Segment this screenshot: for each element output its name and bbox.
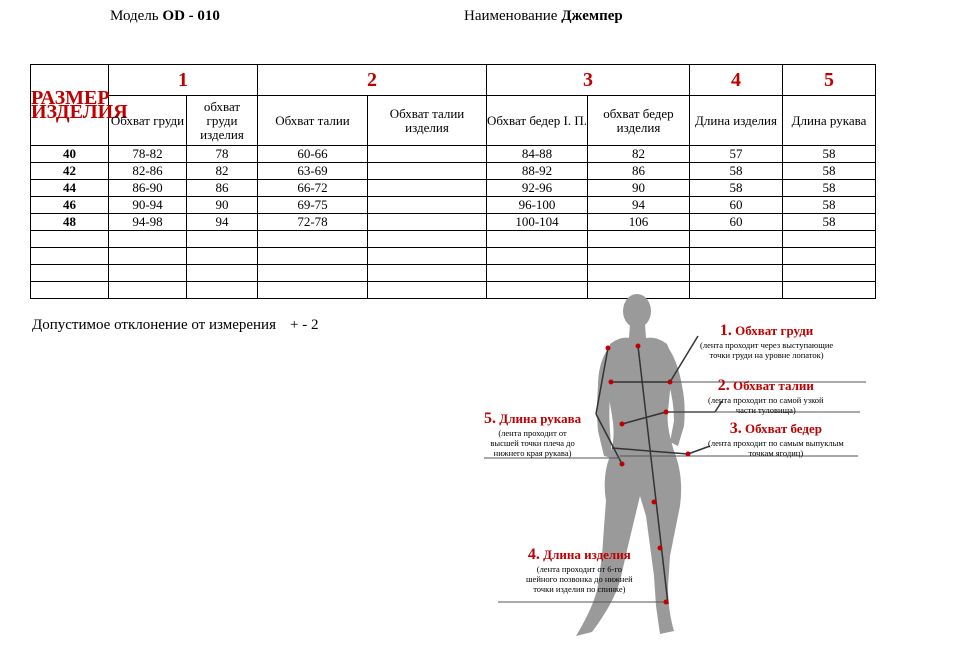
table-cell xyxy=(187,282,258,299)
measure-num: 5. xyxy=(484,410,496,427)
table-cell xyxy=(368,197,487,214)
size-table xyxy=(30,64,876,299)
table-cell: 57 xyxy=(690,146,783,163)
table-cell: 94-98 xyxy=(109,214,187,231)
table-cell: 84-88 xyxy=(487,146,588,163)
name-value: Джемпер xyxy=(561,8,623,24)
table-cell: 106 xyxy=(588,214,690,231)
measure-num: 4. xyxy=(527,546,540,563)
table-cell: 66-72 xyxy=(258,180,368,197)
table-row xyxy=(31,214,876,231)
measure-title: Длина рукава xyxy=(499,411,582,426)
table-cell: 58 xyxy=(690,180,783,197)
measure-desc: (лента проходит от xyxy=(498,428,567,438)
size-cell: 40 xyxy=(31,146,109,163)
table-cell xyxy=(690,248,783,265)
table-cell: 58 xyxy=(783,197,876,214)
table-row xyxy=(31,265,876,282)
table-cell xyxy=(487,265,588,282)
size-cell: 48 xyxy=(31,214,109,231)
table-cell: 88-92 xyxy=(487,163,588,180)
tolerance-label: Допустимое отклонение от измерения xyxy=(32,317,276,333)
measure-label-chest xyxy=(700,322,833,360)
table-cell xyxy=(690,265,783,282)
table-cell xyxy=(258,282,368,299)
group-number-3: 3 xyxy=(487,65,690,96)
size-cell xyxy=(31,265,109,282)
table-cell xyxy=(187,265,258,282)
measure-title: Длина изделия xyxy=(543,547,631,562)
table-row xyxy=(31,197,876,214)
table-cell: 90 xyxy=(588,180,690,197)
measure-label-sleeve xyxy=(484,410,581,458)
table-row xyxy=(31,180,876,197)
measure-desc: точки изделия по спинке) xyxy=(533,584,626,594)
table-cell xyxy=(487,231,588,248)
table-cell xyxy=(109,265,187,282)
col-sleeve: Длина рукава xyxy=(783,96,876,146)
table-cell xyxy=(258,248,368,265)
table-row xyxy=(31,248,876,265)
group-number-5: 5 xyxy=(783,65,876,96)
table-cell xyxy=(109,231,187,248)
measure-desc: точки груди на уровне лопаток) xyxy=(709,350,824,360)
size-cell xyxy=(31,231,109,248)
table-cell xyxy=(258,265,368,282)
measure-desc: части туловища) xyxy=(735,405,796,415)
table-cell: 63-69 xyxy=(258,163,368,180)
group-number-1: 1 xyxy=(109,65,258,96)
measure-label-waist xyxy=(708,377,824,415)
name-label: Наименование xyxy=(464,8,558,24)
table-cell: 78-82 xyxy=(109,146,187,163)
table-cell: 90 xyxy=(187,197,258,214)
table-cell xyxy=(187,248,258,265)
size-cell: 42 xyxy=(31,163,109,180)
table-cell xyxy=(368,214,487,231)
table-row xyxy=(31,146,876,163)
table-cell xyxy=(487,248,588,265)
size-cell xyxy=(31,248,109,265)
measure-title: Обхват груди xyxy=(735,323,814,338)
size-cell xyxy=(31,282,109,299)
table-cell: 58 xyxy=(690,163,783,180)
table-cell: 82 xyxy=(187,163,258,180)
name-header xyxy=(464,8,623,25)
table-cell: 90-94 xyxy=(109,197,187,214)
table-cell xyxy=(783,231,876,248)
table-cell: 92-96 xyxy=(487,180,588,197)
table-cell: 60-66 xyxy=(258,146,368,163)
table-cell xyxy=(258,231,368,248)
table-cell: 58 xyxy=(783,214,876,231)
table-cell xyxy=(368,265,487,282)
measure-desc: (лента проходит через выступающие xyxy=(700,340,834,350)
measure-desc: (лента проходит по самым выпуклым xyxy=(708,438,844,448)
group-number-2: 2 xyxy=(258,65,487,96)
table-cell xyxy=(368,146,487,163)
size-cell: 44 xyxy=(31,180,109,197)
table-cell xyxy=(690,231,783,248)
model-label: Модель xyxy=(110,8,159,24)
table-cell xyxy=(368,282,487,299)
table-cell: 58 xyxy=(783,146,876,163)
col-waist: Обхват талии xyxy=(258,96,368,146)
measure-title: Обхват бедер xyxy=(745,421,822,436)
model-header xyxy=(110,8,220,25)
table-cell xyxy=(588,265,690,282)
tolerance-note xyxy=(32,317,318,334)
col-hips-garment: обхват бедер изделия xyxy=(588,96,690,146)
table-cell xyxy=(368,163,487,180)
size-cell: 46 xyxy=(31,197,109,214)
table-cell: 58 xyxy=(783,163,876,180)
table-cell: 100-104 xyxy=(487,214,588,231)
table-cell xyxy=(783,248,876,265)
measure-label-hips xyxy=(708,420,844,458)
table-cell: 82-86 xyxy=(109,163,187,180)
table-cell xyxy=(588,231,690,248)
table-cell xyxy=(368,231,487,248)
table-cell xyxy=(783,265,876,282)
model-value: OD - 010 xyxy=(162,8,220,24)
measure-desc: шейного позвонка до нижней xyxy=(526,574,633,584)
table-cell: 96-100 xyxy=(487,197,588,214)
col-chest: Обхват груди xyxy=(109,96,187,146)
table-cell xyxy=(368,180,487,197)
measure-title: Обхват талии xyxy=(732,378,814,393)
tolerance-value: + - 2 xyxy=(289,317,319,333)
table-cell: 94 xyxy=(187,214,258,231)
measure-label-length xyxy=(526,546,633,594)
table-cell: 86 xyxy=(588,163,690,180)
measure-desc: высшей точки плеча до xyxy=(490,438,575,448)
table-row xyxy=(31,163,876,180)
table-cell: 60 xyxy=(690,214,783,231)
table-cell: 60 xyxy=(690,197,783,214)
measure-num: 3. xyxy=(729,420,742,437)
table-cell: 69-75 xyxy=(258,197,368,214)
col-length: Длина изделия xyxy=(690,96,783,146)
table-cell: 86 xyxy=(187,180,258,197)
measure-num: 1. xyxy=(719,322,732,339)
table-cell: 86-90 xyxy=(109,180,187,197)
table-cell: 78 xyxy=(187,146,258,163)
table-cell xyxy=(588,248,690,265)
table-cell: 58 xyxy=(783,180,876,197)
table-cell xyxy=(109,248,187,265)
table-cell: 94 xyxy=(588,197,690,214)
col-waist-garment: Обхват талии изделия xyxy=(368,96,487,146)
group-number-4: 4 xyxy=(690,65,783,96)
measure-desc: нижнего края рукава) xyxy=(493,448,572,458)
table-row xyxy=(31,231,876,248)
measure-desc: точкам ягодиц) xyxy=(748,448,804,458)
size-header: РАЗМЕР ИЗДЕЛИЯ xyxy=(31,65,109,146)
col-chest-garment: обхват груди изделия xyxy=(187,96,258,146)
table-cell xyxy=(187,231,258,248)
table-cell: 82 xyxy=(588,146,690,163)
col-hips: Обхват бедер I. П. xyxy=(487,96,588,146)
table-cell: 72-78 xyxy=(258,214,368,231)
measure-desc: (лента проходит по самой узкой xyxy=(708,395,824,405)
measure-desc: (лента проходит от 6-го xyxy=(536,564,622,574)
table-cell xyxy=(109,282,187,299)
measure-num: 2. xyxy=(717,377,730,394)
table-cell xyxy=(368,248,487,265)
